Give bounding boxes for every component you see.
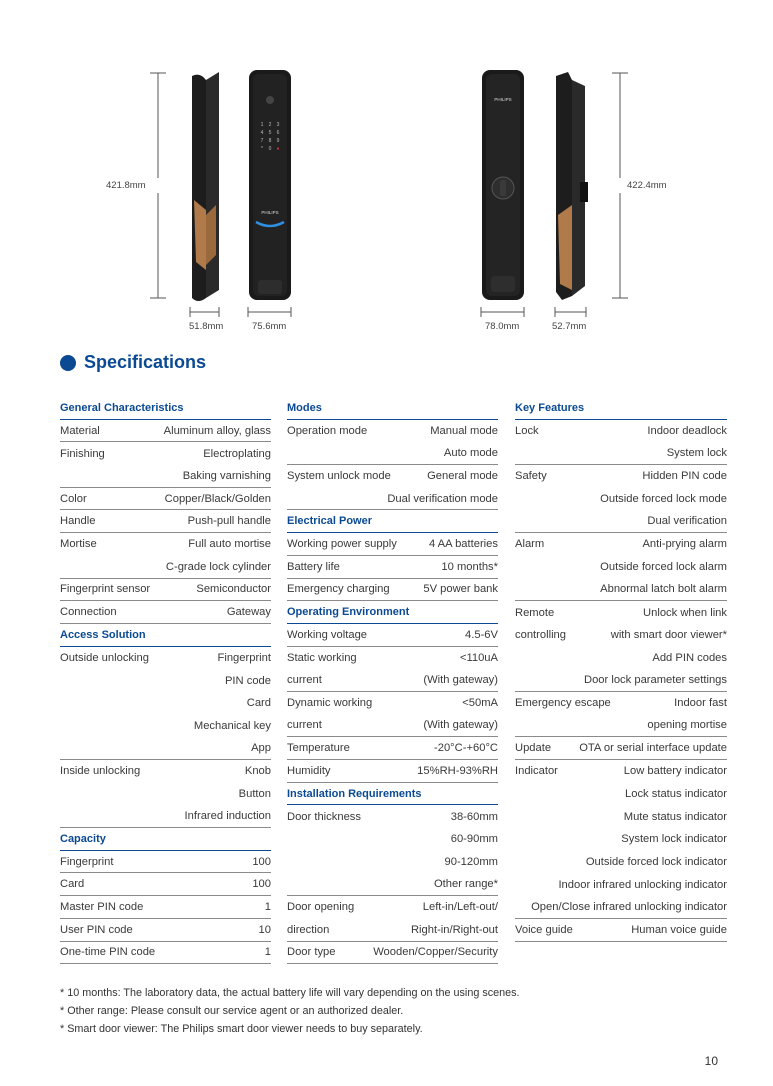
spec-row bbox=[287, 896, 498, 919]
section-title: Operating Environment bbox=[287, 606, 410, 619]
spec-row bbox=[60, 873, 271, 896]
spec-row bbox=[60, 919, 271, 942]
spec-row bbox=[60, 510, 271, 533]
spec-label: Remote bbox=[515, 606, 555, 619]
spec-value: Fingerprint bbox=[217, 651, 271, 664]
spec-row bbox=[515, 533, 727, 556]
spec-value: OTA or serial interface update bbox=[579, 742, 727, 755]
svg-text:*: * bbox=[261, 146, 263, 152]
spec-row bbox=[287, 465, 498, 488]
page-number: 10 bbox=[704, 1054, 718, 1068]
right-side-view bbox=[556, 72, 588, 300]
spec-value: (With gateway) bbox=[423, 719, 498, 732]
svg-text:8: 8 bbox=[268, 138, 272, 144]
spec-label: Lock bbox=[515, 425, 539, 438]
svg-text:2: 2 bbox=[268, 122, 272, 128]
spec-label: Fingerprint bbox=[60, 855, 114, 868]
spec-value: 60-90mm bbox=[450, 833, 498, 846]
spec-label: System unlock mode bbox=[287, 470, 391, 483]
spec-value: 100 bbox=[252, 855, 271, 868]
specifications-heading bbox=[60, 352, 206, 373]
spec-label: controlling bbox=[515, 629, 566, 642]
spec-label: Safety bbox=[515, 470, 547, 483]
svg-text:5: 5 bbox=[268, 130, 272, 136]
spec-value: with smart door viewer* bbox=[610, 629, 727, 642]
spec-label: Working power supply bbox=[287, 537, 397, 550]
spec-value: Auto mode bbox=[443, 447, 498, 460]
spec-value: Other range* bbox=[433, 878, 498, 891]
spec-label: Inside unlocking bbox=[60, 765, 141, 778]
left-height-dimension: 421.8mm bbox=[106, 180, 146, 191]
footnotes bbox=[60, 984, 520, 1038]
spec-label: Card bbox=[60, 878, 85, 891]
spec-row bbox=[287, 692, 498, 715]
spec-label: Door opening bbox=[287, 901, 355, 914]
spec-row bbox=[515, 873, 727, 896]
spec-value: 10 months* bbox=[441, 560, 498, 573]
spec-value: <110uA bbox=[459, 651, 498, 664]
section-title: Electrical Power bbox=[287, 515, 372, 528]
spec-label: Operation mode bbox=[287, 425, 368, 438]
spec-value: Indoor fast bbox=[674, 697, 727, 710]
spec-value: 4.5-6V bbox=[465, 628, 498, 641]
spec-label: current bbox=[287, 674, 322, 687]
spec-value: Outside forced lock alarm bbox=[600, 561, 727, 574]
spec-value: 100 bbox=[252, 878, 271, 891]
spec-row bbox=[515, 669, 727, 692]
spec-value: 4 AA batteries bbox=[428, 537, 498, 550]
spec-label: Static working bbox=[287, 651, 357, 664]
spec-row bbox=[287, 828, 498, 851]
section-title: Installation Requirements bbox=[287, 787, 422, 800]
spec-value: -20°C-+60°C bbox=[434, 742, 498, 755]
right-width-b-dimension: 52.7mm bbox=[552, 321, 587, 332]
spec-row bbox=[287, 942, 498, 965]
spec-value: App bbox=[251, 742, 271, 755]
spec-value: Outside forced lock mode bbox=[600, 493, 727, 506]
spec-value: (With gateway) bbox=[423, 674, 498, 687]
section-heading bbox=[287, 397, 498, 420]
spec-value: Full auto mortise bbox=[188, 538, 271, 551]
svg-text:1: 1 bbox=[260, 122, 264, 128]
spec-value: Infrared induction bbox=[184, 810, 271, 823]
svg-text:9: 9 bbox=[276, 138, 280, 144]
spec-row bbox=[515, 737, 727, 760]
section-heading bbox=[60, 397, 271, 420]
spec-value: 10 bbox=[258, 923, 271, 936]
spec-value: System lock bbox=[666, 447, 727, 460]
spec-label: Emergency escape bbox=[515, 697, 611, 710]
spec-label: Master PIN code bbox=[60, 900, 144, 913]
spec-value: Indoor deadlock bbox=[647, 425, 727, 438]
spec-value: C-grade lock cylinder bbox=[165, 560, 271, 573]
spec-row bbox=[287, 851, 498, 874]
spec-row bbox=[60, 851, 271, 874]
section-heading bbox=[515, 397, 727, 420]
spec-value: 90-120mm bbox=[444, 856, 498, 869]
spec-value: Low battery indicator bbox=[623, 765, 727, 778]
page-title: Specifications bbox=[84, 352, 207, 372]
spec-value: Copper/Black/Golden bbox=[164, 492, 271, 505]
spec-value: Dual verification mode bbox=[387, 492, 498, 505]
spec-row bbox=[515, 783, 727, 806]
brand-logo: PHILIPS bbox=[261, 210, 279, 215]
right-width-a-dimension: 78.0mm bbox=[485, 321, 520, 332]
spec-value: Baking varnishing bbox=[182, 469, 271, 482]
spec-value: PIN code bbox=[224, 674, 271, 687]
footnote: * 10 months: The laboratory data, the actual battery life will vary depending on the using scenes. bbox=[60, 987, 520, 999]
spec-row bbox=[60, 805, 271, 828]
spec-row bbox=[60, 647, 271, 670]
svg-text:6: 6 bbox=[276, 130, 280, 136]
spec-label: Material bbox=[60, 424, 100, 437]
spec-row bbox=[60, 942, 271, 965]
spec-label: Finishing bbox=[60, 447, 105, 460]
spec-value: Wooden/Copper/Security bbox=[373, 946, 498, 959]
left-width-a-dimension: 51.8mm bbox=[189, 321, 224, 332]
spec-value: Semiconductor bbox=[196, 583, 271, 596]
spec-label: Battery life bbox=[287, 560, 340, 573]
spec-value: Mute status indicator bbox=[623, 810, 727, 823]
spec-value: 5V power bank bbox=[423, 583, 498, 596]
spec-row bbox=[60, 556, 271, 579]
section-heading bbox=[287, 510, 498, 533]
spec-value: <50mA bbox=[462, 697, 498, 710]
spec-row bbox=[515, 465, 727, 488]
spec-row bbox=[515, 760, 727, 783]
spec-label: Fingerprint sensor bbox=[60, 583, 151, 596]
spec-value: 38-60mm bbox=[450, 810, 498, 823]
spec-row bbox=[515, 601, 727, 624]
spec-row bbox=[287, 442, 498, 465]
spec-row bbox=[515, 488, 727, 511]
heading-bullet-icon bbox=[60, 355, 76, 371]
spec-row bbox=[60, 715, 271, 738]
spec-value: 1 bbox=[264, 946, 271, 959]
spec-label: current bbox=[287, 719, 322, 732]
spec-value: Knob bbox=[244, 765, 271, 778]
spec-value: System lock indicator bbox=[621, 833, 727, 846]
spec-value: Left-in/Left-out/ bbox=[422, 901, 498, 914]
front-view bbox=[249, 70, 291, 300]
spec-label: Connection bbox=[60, 606, 117, 619]
spec-value: Mechanical key bbox=[193, 719, 271, 732]
spec-value: 1 bbox=[264, 900, 271, 913]
spec-row bbox=[515, 715, 727, 738]
spec-value: opening mortise bbox=[647, 719, 727, 732]
product-illustration bbox=[0, 0, 773, 340]
svg-text:7: 7 bbox=[260, 138, 264, 144]
spec-label: direction bbox=[287, 923, 330, 936]
spec-row bbox=[515, 647, 727, 670]
left-side-view bbox=[192, 72, 219, 301]
spec-row bbox=[287, 669, 498, 692]
spec-row bbox=[287, 760, 498, 783]
spec-row bbox=[60, 533, 271, 556]
spec-row bbox=[515, 919, 727, 942]
spec-label: Mortise bbox=[60, 538, 97, 551]
spec-value: Hidden PIN code bbox=[642, 470, 727, 483]
spec-row bbox=[287, 919, 498, 942]
spec-row bbox=[515, 556, 727, 579]
section-heading bbox=[60, 624, 271, 647]
spec-value: Abnormal latch bolt alarm bbox=[600, 583, 727, 596]
spec-row bbox=[60, 692, 271, 715]
spec-row bbox=[60, 669, 271, 692]
svg-text:4: 4 bbox=[260, 130, 264, 136]
spec-label: Outside unlocking bbox=[60, 651, 149, 664]
spec-row bbox=[287, 420, 498, 443]
spec-row bbox=[60, 783, 271, 806]
spec-value: Add PIN codes bbox=[652, 651, 727, 664]
spec-value: General mode bbox=[427, 470, 498, 483]
left-width-b-dimension: 75.6mm bbox=[252, 321, 287, 332]
spec-row bbox=[287, 556, 498, 579]
spec-label: Emergency charging bbox=[287, 583, 390, 596]
spec-value: Human voice guide bbox=[631, 923, 727, 936]
spec-value: Anti-prying alarm bbox=[642, 538, 727, 551]
spec-row bbox=[287, 873, 498, 896]
spec-row bbox=[287, 715, 498, 738]
spec-row bbox=[515, 510, 727, 533]
spec-row bbox=[287, 533, 498, 556]
spec-row bbox=[515, 420, 727, 443]
spec-row bbox=[287, 624, 498, 647]
spec-column-2 bbox=[287, 397, 498, 964]
right-height-dimension: 422.4mm bbox=[627, 180, 667, 191]
spec-value: Card bbox=[246, 697, 271, 710]
spec-row bbox=[60, 579, 271, 602]
footnote: * Other range: Please consult our service agent or an authorized dealer. bbox=[60, 1005, 404, 1017]
spec-label: Voice guide bbox=[515, 923, 573, 936]
spec-column-1 bbox=[60, 397, 271, 964]
back-view bbox=[482, 70, 524, 300]
spec-label: User PIN code bbox=[60, 923, 133, 936]
section-title: Modes bbox=[287, 401, 322, 414]
spec-row bbox=[287, 488, 498, 511]
spec-row bbox=[515, 851, 727, 874]
spec-label: Indicator bbox=[515, 765, 558, 778]
spec-label: Working voltage bbox=[287, 628, 368, 641]
spec-value: Electroplating bbox=[203, 447, 271, 460]
spec-row bbox=[60, 488, 271, 511]
spec-value: Open/Close infrared unlocking indicator bbox=[531, 900, 727, 913]
spec-row bbox=[60, 760, 271, 783]
spec-label: Temperature bbox=[287, 742, 350, 755]
spec-label: Color bbox=[60, 492, 87, 505]
spec-row bbox=[287, 737, 498, 760]
svg-text:●: ● bbox=[276, 146, 280, 152]
spec-label: Door type bbox=[287, 946, 336, 959]
spec-row bbox=[515, 692, 727, 715]
spec-value: Door lock parameter settings bbox=[583, 674, 727, 687]
section-title: Access Solution bbox=[60, 628, 146, 641]
section-title: General Characteristics bbox=[60, 401, 184, 414]
section-title: Capacity bbox=[60, 832, 106, 845]
spec-row bbox=[515, 896, 727, 919]
spec-label: Dynamic working bbox=[287, 697, 373, 710]
spec-value: Manual mode bbox=[430, 425, 498, 438]
section-heading bbox=[287, 783, 498, 806]
spec-row bbox=[60, 465, 271, 488]
spec-row bbox=[287, 647, 498, 670]
footnote: * Smart door viewer: The Philips smart door viewer needs to buy separately. bbox=[60, 1023, 423, 1035]
spec-row bbox=[60, 737, 271, 760]
spec-label: One-time PIN code bbox=[60, 946, 156, 959]
spec-row bbox=[287, 805, 498, 828]
spec-row bbox=[60, 896, 271, 919]
spec-row bbox=[515, 805, 727, 828]
spec-row bbox=[515, 579, 727, 602]
svg-text:PHILIPS: PHILIPS bbox=[494, 97, 512, 102]
spec-label: Handle bbox=[60, 515, 96, 528]
spec-value: Aluminum alloy, glass bbox=[163, 424, 271, 437]
spec-label: Update bbox=[515, 742, 552, 755]
spec-value: 15%RH-93%RH bbox=[417, 764, 498, 777]
spec-value: Dual verification bbox=[647, 515, 727, 528]
spec-row bbox=[60, 442, 271, 465]
spec-value: Outside forced lock indicator bbox=[585, 856, 727, 869]
section-heading bbox=[60, 828, 271, 851]
spec-row bbox=[515, 442, 727, 465]
spec-row bbox=[515, 828, 727, 851]
spec-label: Alarm bbox=[515, 538, 545, 551]
spec-row bbox=[60, 420, 271, 443]
section-title: Key Features bbox=[515, 401, 585, 414]
spec-value: Indoor infrared unlocking indicator bbox=[558, 878, 727, 891]
spec-label: Door thickness bbox=[287, 810, 361, 823]
spec-value: Lock status indicator bbox=[625, 788, 727, 801]
spec-column-3 bbox=[515, 397, 727, 942]
spec-row bbox=[515, 624, 727, 647]
spec-value: Unlock when link bbox=[643, 606, 727, 619]
spec-label: Humidity bbox=[287, 764, 331, 777]
spec-value: Right-in/Right-out bbox=[410, 923, 498, 936]
spec-value: Push-pull handle bbox=[187, 515, 271, 528]
svg-text:3: 3 bbox=[276, 122, 280, 128]
svg-text:0: 0 bbox=[268, 146, 272, 152]
spec-value: Button bbox=[238, 788, 271, 801]
spec-value: Gateway bbox=[226, 606, 271, 619]
spec-row bbox=[287, 579, 498, 602]
spec-row bbox=[60, 601, 271, 624]
section-heading bbox=[287, 601, 498, 624]
